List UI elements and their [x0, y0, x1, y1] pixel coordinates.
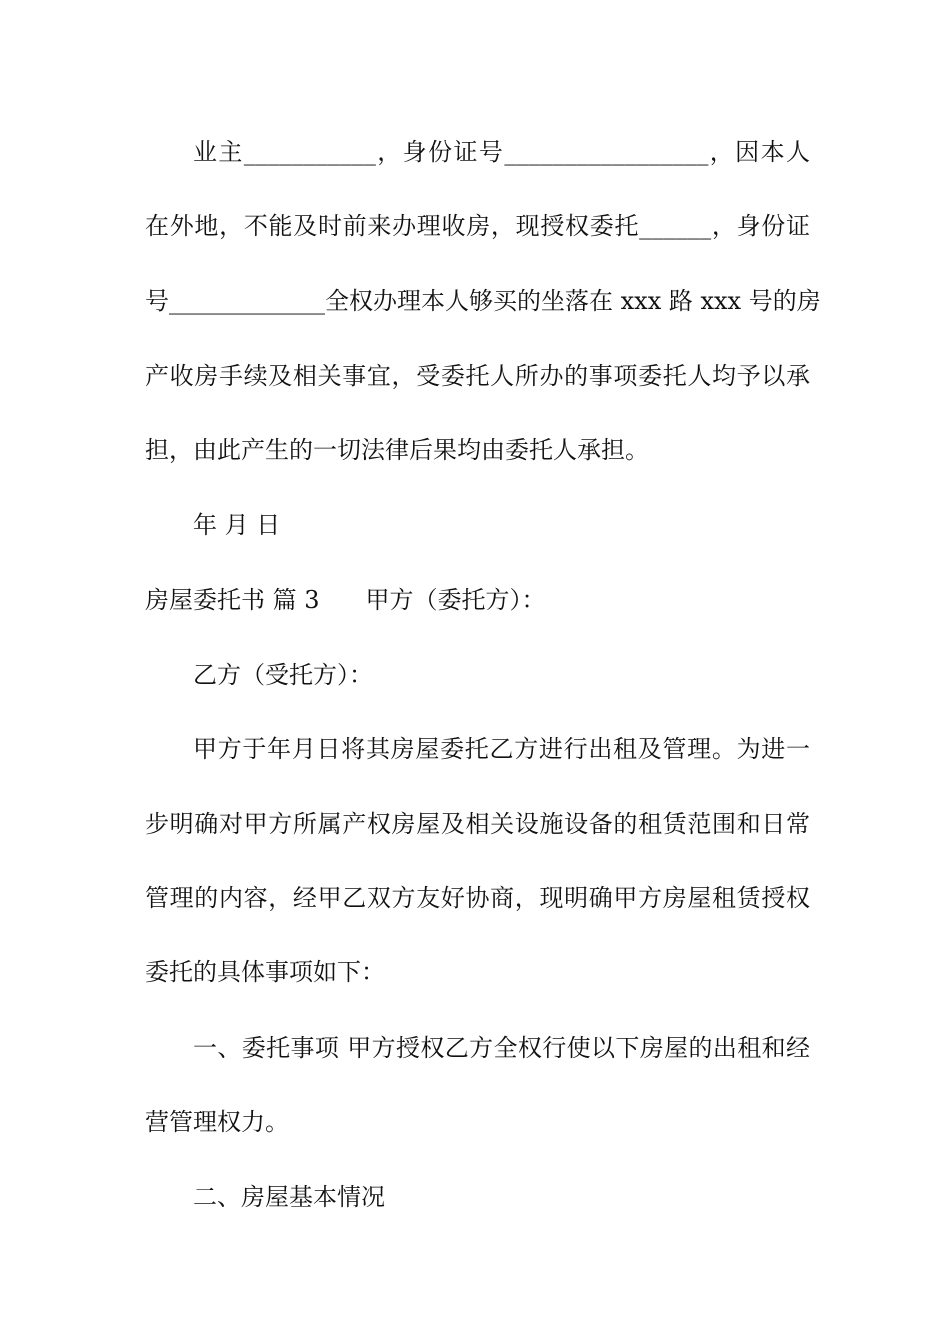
- paragraph-line: 甲方于年月日将其房屋委托乙方进行出租及管理。为进一: [193, 735, 810, 763]
- section-title: 房屋委托书 篇 3: [145, 586, 320, 614]
- paragraph-line: 步明确对甲方所属产权房屋及相关设施设备的租赁范围和日常: [145, 810, 810, 838]
- paragraph-line: 管理的内容，经甲乙双方友好协商，现明确甲方房屋租赁授权: [145, 884, 810, 912]
- section-heading-line: [145, 580, 810, 620]
- clause-1-line: 一、委托事项 甲方授权乙方全权行使以下房屋的出租和经: [193, 1034, 810, 1062]
- paragraph-line: 号_____________全权办理本人够买的坐落在 xxx 路 xxx 号的房: [145, 287, 821, 315]
- paragraph-line: 在外地，不能及时前来办理收房，现授权委托______，身份证: [145, 212, 810, 240]
- paragraph-line: 担，由此产生的一切法律后果均由委托人承担。: [145, 436, 649, 464]
- paragraph-line: 业主___________，身份证号_________________，因本人: [193, 138, 810, 166]
- clause-2-heading: 二、房屋基本情况: [193, 1183, 385, 1211]
- party-b-label: 乙方（受托方）：: [193, 661, 373, 689]
- paragraph-line: 委托的具体事项如下：: [145, 958, 385, 986]
- date-line: 年 月 日: [193, 511, 281, 539]
- party-a-label: 甲方（委托方）：: [365, 586, 546, 614]
- clause-1-line: 营管理权力。: [145, 1108, 289, 1136]
- paragraph-line: 产收房手续及相关事宜，受委托人所办的事项委托人均予以承: [145, 362, 810, 390]
